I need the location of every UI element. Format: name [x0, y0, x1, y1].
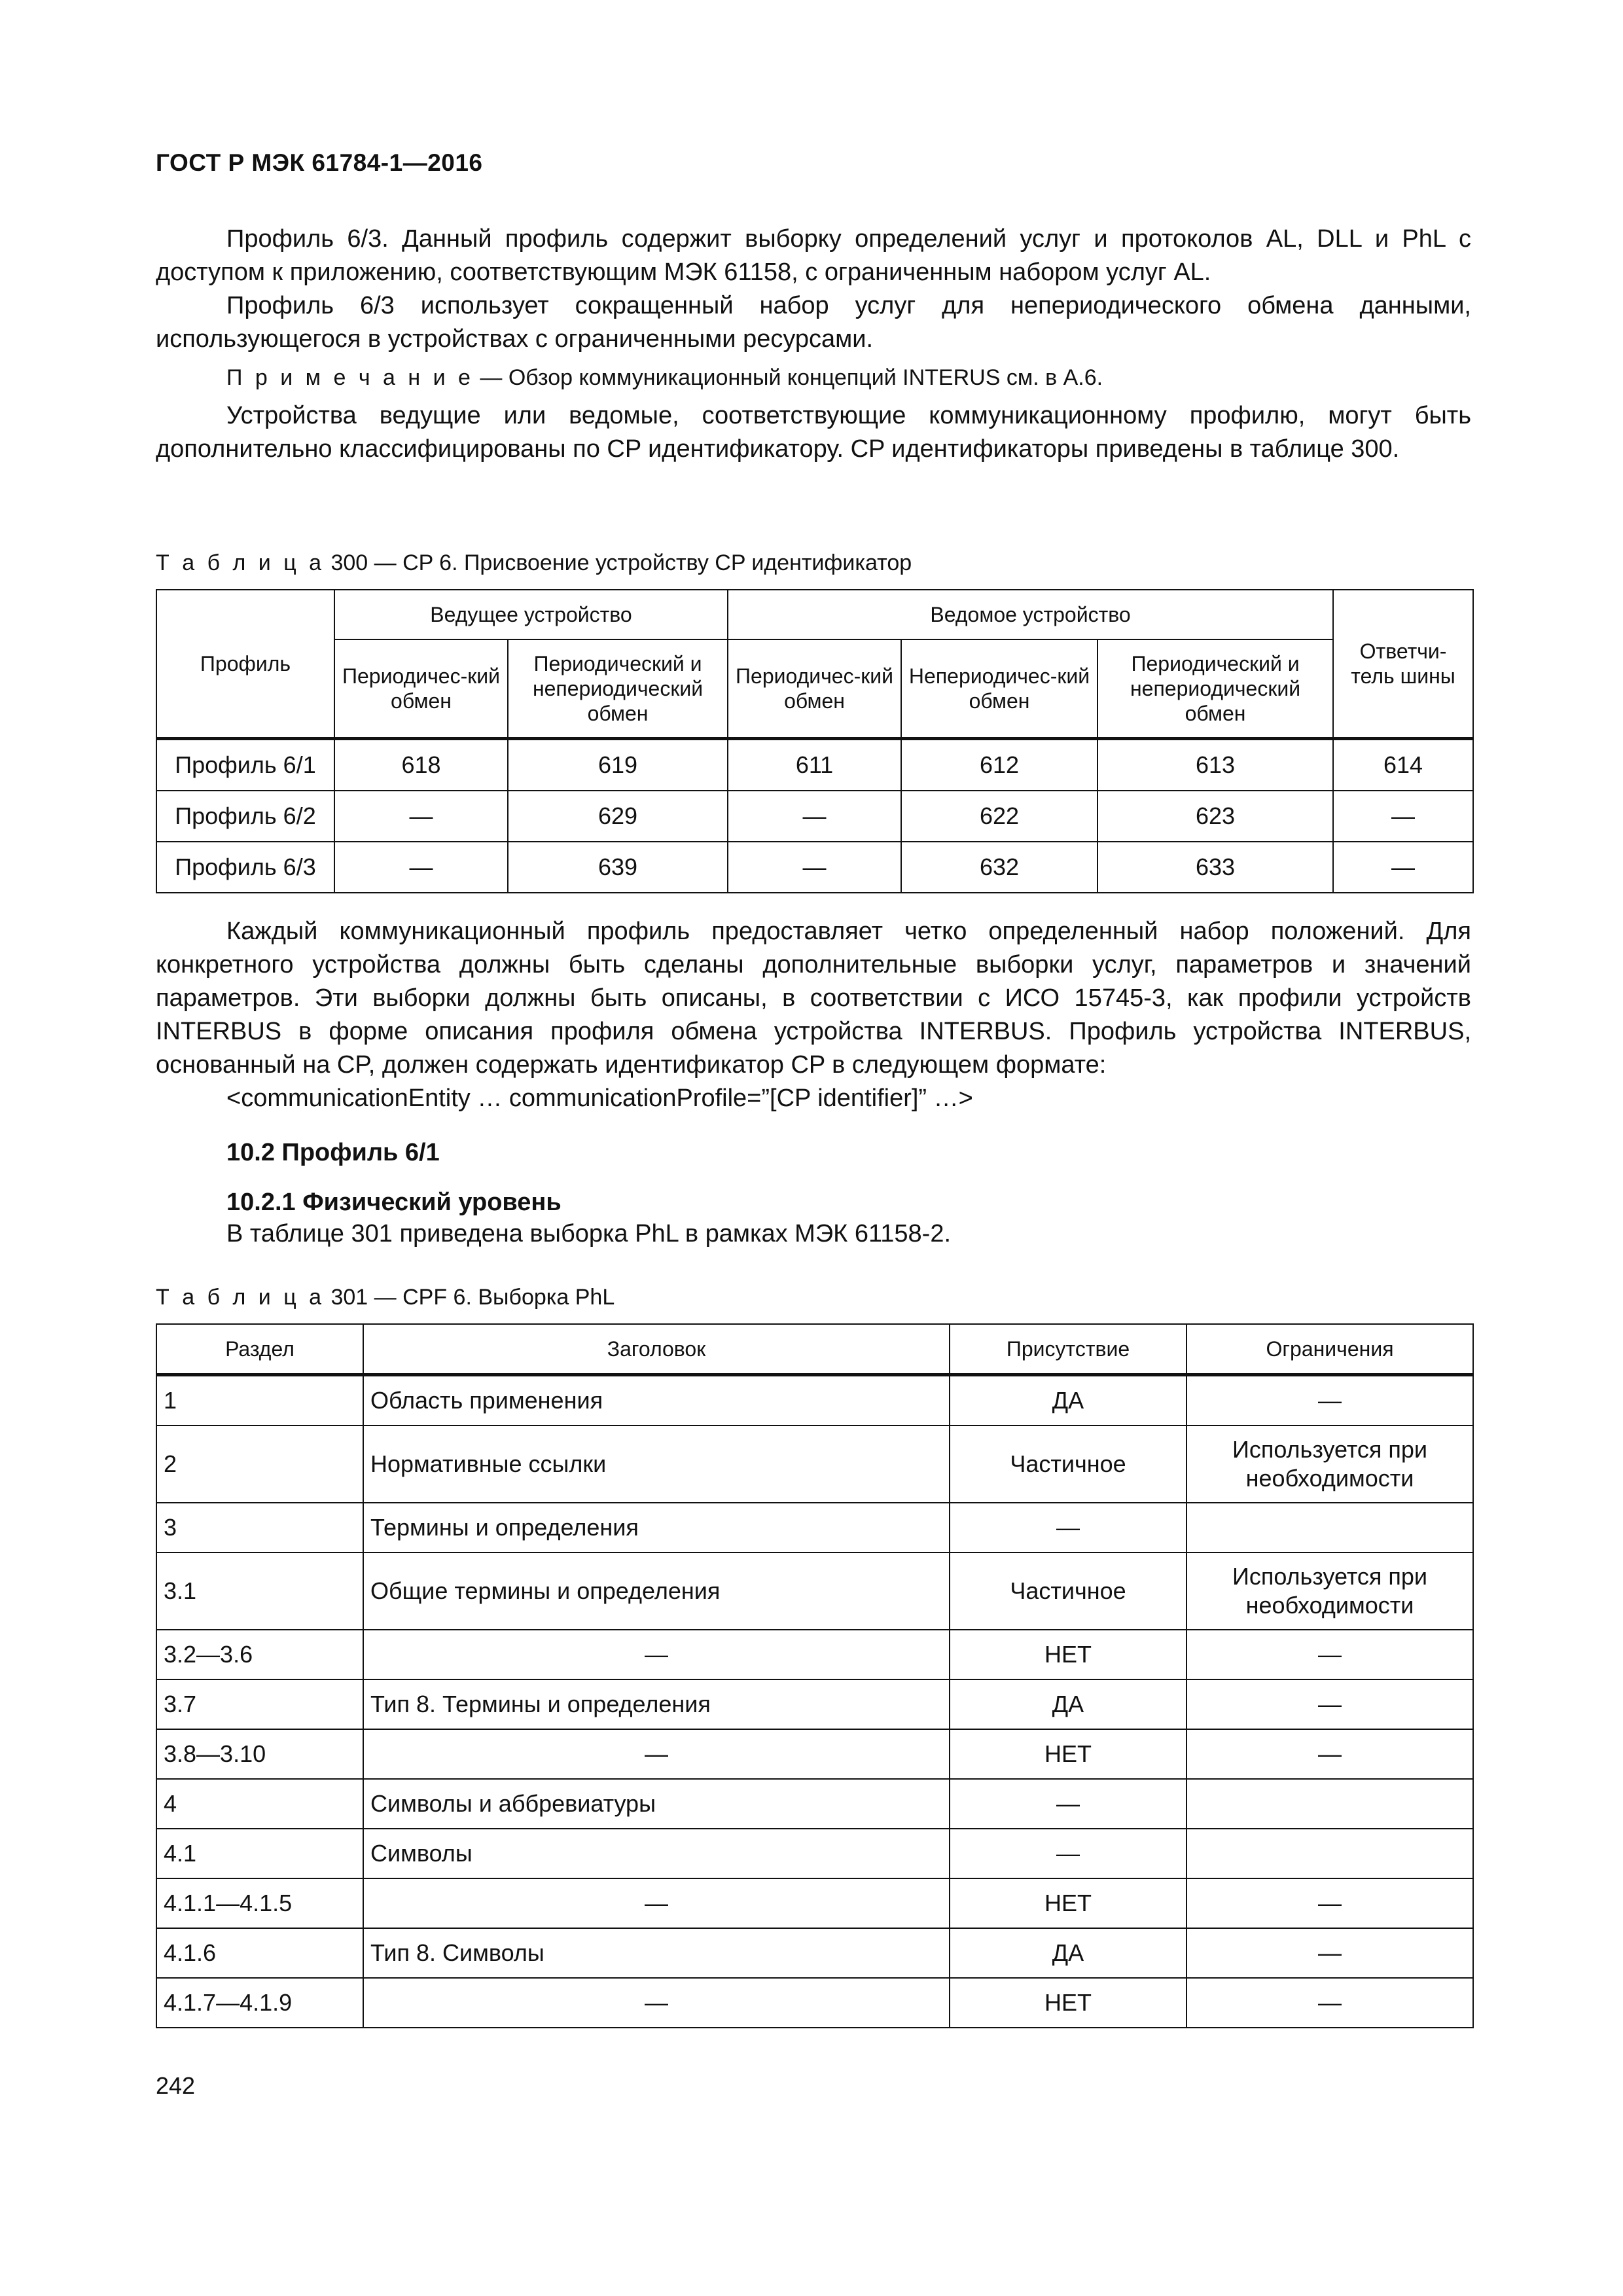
table-300-header-master-both: Периодический и непериодический обмен: [508, 639, 728, 739]
table-cell: Тип 8. Символы: [363, 1928, 950, 1978]
table-row: [156, 1978, 1473, 2028]
table-cell: 3.1: [156, 1552, 363, 1630]
table-cell: Символы и аббревиатуры: [363, 1779, 950, 1829]
table-cell: —: [1333, 842, 1473, 893]
table-cell: НЕТ: [950, 1630, 1186, 1679]
table-cell: 613: [1097, 739, 1333, 791]
table-cell: —: [1186, 1878, 1473, 1928]
table-row: [156, 1375, 1473, 1426]
table-cell: НЕТ: [950, 1878, 1186, 1928]
table-cell: [1186, 1779, 1473, 1829]
table-cell: ДА: [950, 1928, 1186, 1978]
table-cell: —: [363, 1630, 950, 1679]
table-cell: Область применения: [363, 1375, 950, 1426]
table-row: [156, 1503, 1473, 1552]
table-cell: 4.1: [156, 1829, 363, 1878]
table-cell: Общие термины и определения: [363, 1552, 950, 1630]
table-300-header-slave: Ведомое устройство: [728, 590, 1333, 639]
table-cell: Профиль 6/1: [156, 739, 334, 791]
table-300-header-slave-both: Периодический и непериодический обмен: [1097, 639, 1333, 739]
table-row: [156, 791, 1473, 842]
document-header: ГОСТ Р МЭК 61784-1—2016: [156, 149, 483, 176]
table-cell: 632: [901, 842, 1097, 893]
table-cell: 3.8—3.10: [156, 1729, 363, 1779]
table-cell: Термины и определения: [363, 1503, 950, 1552]
table-cell: [1186, 1829, 1473, 1878]
table-cell: 3.7: [156, 1679, 363, 1729]
paragraph-cp-identifier: Устройства ведущие или ведомые, соответствующие коммуникационному профилю, могут быть дополнительно классифицированы по CP идентификатору. CP идентификаторы приведены в таблице 300.: [156, 402, 1471, 463]
table-301: [156, 1323, 1474, 2028]
table-row: [156, 1679, 1473, 1729]
table-row: [156, 1729, 1473, 1779]
table-301-header-section: Раздел: [156, 1324, 363, 1375]
table-cell: 619: [508, 739, 728, 791]
table-cell: —: [728, 791, 901, 842]
table-row: [156, 1426, 1473, 1503]
table-300-caption: [156, 550, 912, 576]
table-cell: 2: [156, 1426, 363, 1503]
table-cell: Нормативные ссылки: [363, 1426, 950, 1503]
table-row: [156, 1552, 1473, 1630]
table-cell: Тип 8. Термины и определения: [363, 1679, 950, 1729]
table-cell: —: [334, 842, 508, 893]
paragraph-device-profiles: Каждый коммуникационный профиль предоставляет четко определенный набор положений. Для конкретного устройства должны быть сделаны дополнительные выборки услуг, параметров и значений параметров. Эти выборки должны быть описаны, в соответствии с ИСО 15745-3, как профили устройств INTERBUS в форме описания профиля обмена устройства INTERBUS. Профиль устройства INTERBUS, основанный на CP, должен содержать идентификатор CP в следующем формате:: [156, 918, 1471, 1079]
note-text: — Обзор коммуникационный концепций INTERUS см. в А.6.: [473, 365, 1103, 390]
table-cell: —: [950, 1503, 1186, 1552]
table-cell: Используется при необходимости: [1186, 1426, 1473, 1503]
table-cell: Частичное: [950, 1426, 1186, 1503]
table-cell: 4.1.1—4.1.5: [156, 1878, 363, 1928]
table-301-header-presence: Присутствие: [950, 1324, 1186, 1375]
table-cell: —: [1186, 1630, 1473, 1679]
table-cell: Профиль 6/3: [156, 842, 334, 893]
table-300-header-master: Ведущее устройство: [334, 590, 728, 639]
table-cell: 622: [901, 791, 1097, 842]
table-300-header-slave-acyclic: Непериодичес-кий обмен: [901, 639, 1097, 739]
table-cell: Символы: [363, 1829, 950, 1878]
code-line: <communicationEntity … communicationProfile=”[CP identifier]” …>: [226, 1085, 973, 1112]
table-cell: Частичное: [950, 1552, 1186, 1630]
table-cell: 623: [1097, 791, 1333, 842]
table-301-caption-text: 301 — CPF 6. Выборка PhL: [325, 1285, 615, 1310]
section-10-2-1-heading: 10.2.1 Физический уровень: [226, 1189, 562, 1216]
table-cell: ДА: [950, 1375, 1186, 1426]
table-300: [156, 589, 1474, 893]
table-301-caption: [156, 1284, 615, 1310]
paragraph-profile-6-3: Профиль 6/3. Данный профиль содержит выборку определений услуг и протоколов AL, DLL и PhL с доступом к приложению, соответствующим МЭК 61158, с ограниченным набором услуг AL.: [156, 225, 1471, 286]
table-cell: 633: [1097, 842, 1333, 893]
table-cell: —: [363, 1978, 950, 2028]
table-cell: —: [334, 791, 508, 842]
table-cell: —: [1186, 1978, 1473, 2028]
table-cell: 4.1.7—4.1.9: [156, 1978, 363, 2028]
profiles-block: [156, 915, 1471, 1115]
table-cell: НЕТ: [950, 1978, 1186, 2028]
table-301-body: [156, 1375, 1473, 2028]
table-row: [156, 842, 1473, 893]
table-cell: —: [950, 1829, 1186, 1878]
table-301-caption-label: Т а б л и ц а: [156, 1285, 325, 1310]
table-cell: 614: [1333, 739, 1473, 791]
table-cell: 639: [508, 842, 728, 893]
paragraph-phl: В таблице 301 приведена выборка PhL в рамках МЭК 61158-2.: [226, 1220, 952, 1247]
table-row: [156, 1779, 1473, 1829]
table-cell: Профиль 6/2: [156, 791, 334, 842]
table-cell: [1186, 1503, 1473, 1552]
table-cell: —: [1186, 1928, 1473, 1978]
table-cell: 618: [334, 739, 508, 791]
table-row: [156, 1829, 1473, 1878]
table-300-header-slave-cyclic: Периодичес-кий обмен: [728, 639, 901, 739]
table-cell: 3.2—3.6: [156, 1630, 363, 1679]
table-cell: НЕТ: [950, 1729, 1186, 1779]
table-row: [156, 1630, 1473, 1679]
page-number: 242: [156, 2072, 196, 2099]
table-cell: —: [728, 842, 901, 893]
table-301-header-constraints: Ограничения: [1186, 1324, 1473, 1375]
table-row: [156, 1878, 1473, 1928]
table-cell: 3: [156, 1503, 363, 1552]
note: [156, 363, 1471, 393]
section-10-2-heading: 10.2 Профиль 6/1: [226, 1139, 440, 1166]
paragraph-reduced-services: Профиль 6/3 использует сокращенный набор услуг для непериодического обмена данными, использующегося в устройствах с ограниченными ресурсами.: [156, 292, 1471, 353]
table-cell: 4.1.6: [156, 1928, 363, 1978]
table-cell: 4: [156, 1779, 363, 1829]
table-cell: —: [1186, 1729, 1473, 1779]
table-cell: —: [1333, 791, 1473, 842]
table-cell: ДА: [950, 1679, 1186, 1729]
table-cell: Используется при необходимости: [1186, 1552, 1473, 1630]
table-cell: —: [950, 1779, 1186, 1829]
note-label: П р и м е ч а н и е: [226, 365, 474, 390]
table-cell: 629: [508, 791, 728, 842]
table-300-header-master-cyclic: Периодичес-кий обмен: [334, 639, 508, 739]
table-cell: 1: [156, 1375, 363, 1426]
table-cell: 612: [901, 739, 1097, 791]
intro-block: [156, 223, 1471, 466]
table-cell: —: [363, 1729, 950, 1779]
table-300-header-profile: Профиль: [156, 590, 334, 739]
table-300-caption-label: Т а б л и ц а: [156, 550, 325, 575]
table-cell: 611: [728, 739, 901, 791]
table-300-header-responder: Ответчи-тель шины: [1333, 590, 1473, 739]
table-row: [156, 739, 1473, 791]
table-301-header-title: Заголовок: [363, 1324, 950, 1375]
table-300-caption-text: 300 — CP 6. Присвоение устройству CP идентификатор: [325, 550, 912, 575]
table-cell: —: [1186, 1375, 1473, 1426]
table-cell: —: [363, 1878, 950, 1928]
table-row: [156, 1928, 1473, 1978]
table-cell: —: [1186, 1679, 1473, 1729]
